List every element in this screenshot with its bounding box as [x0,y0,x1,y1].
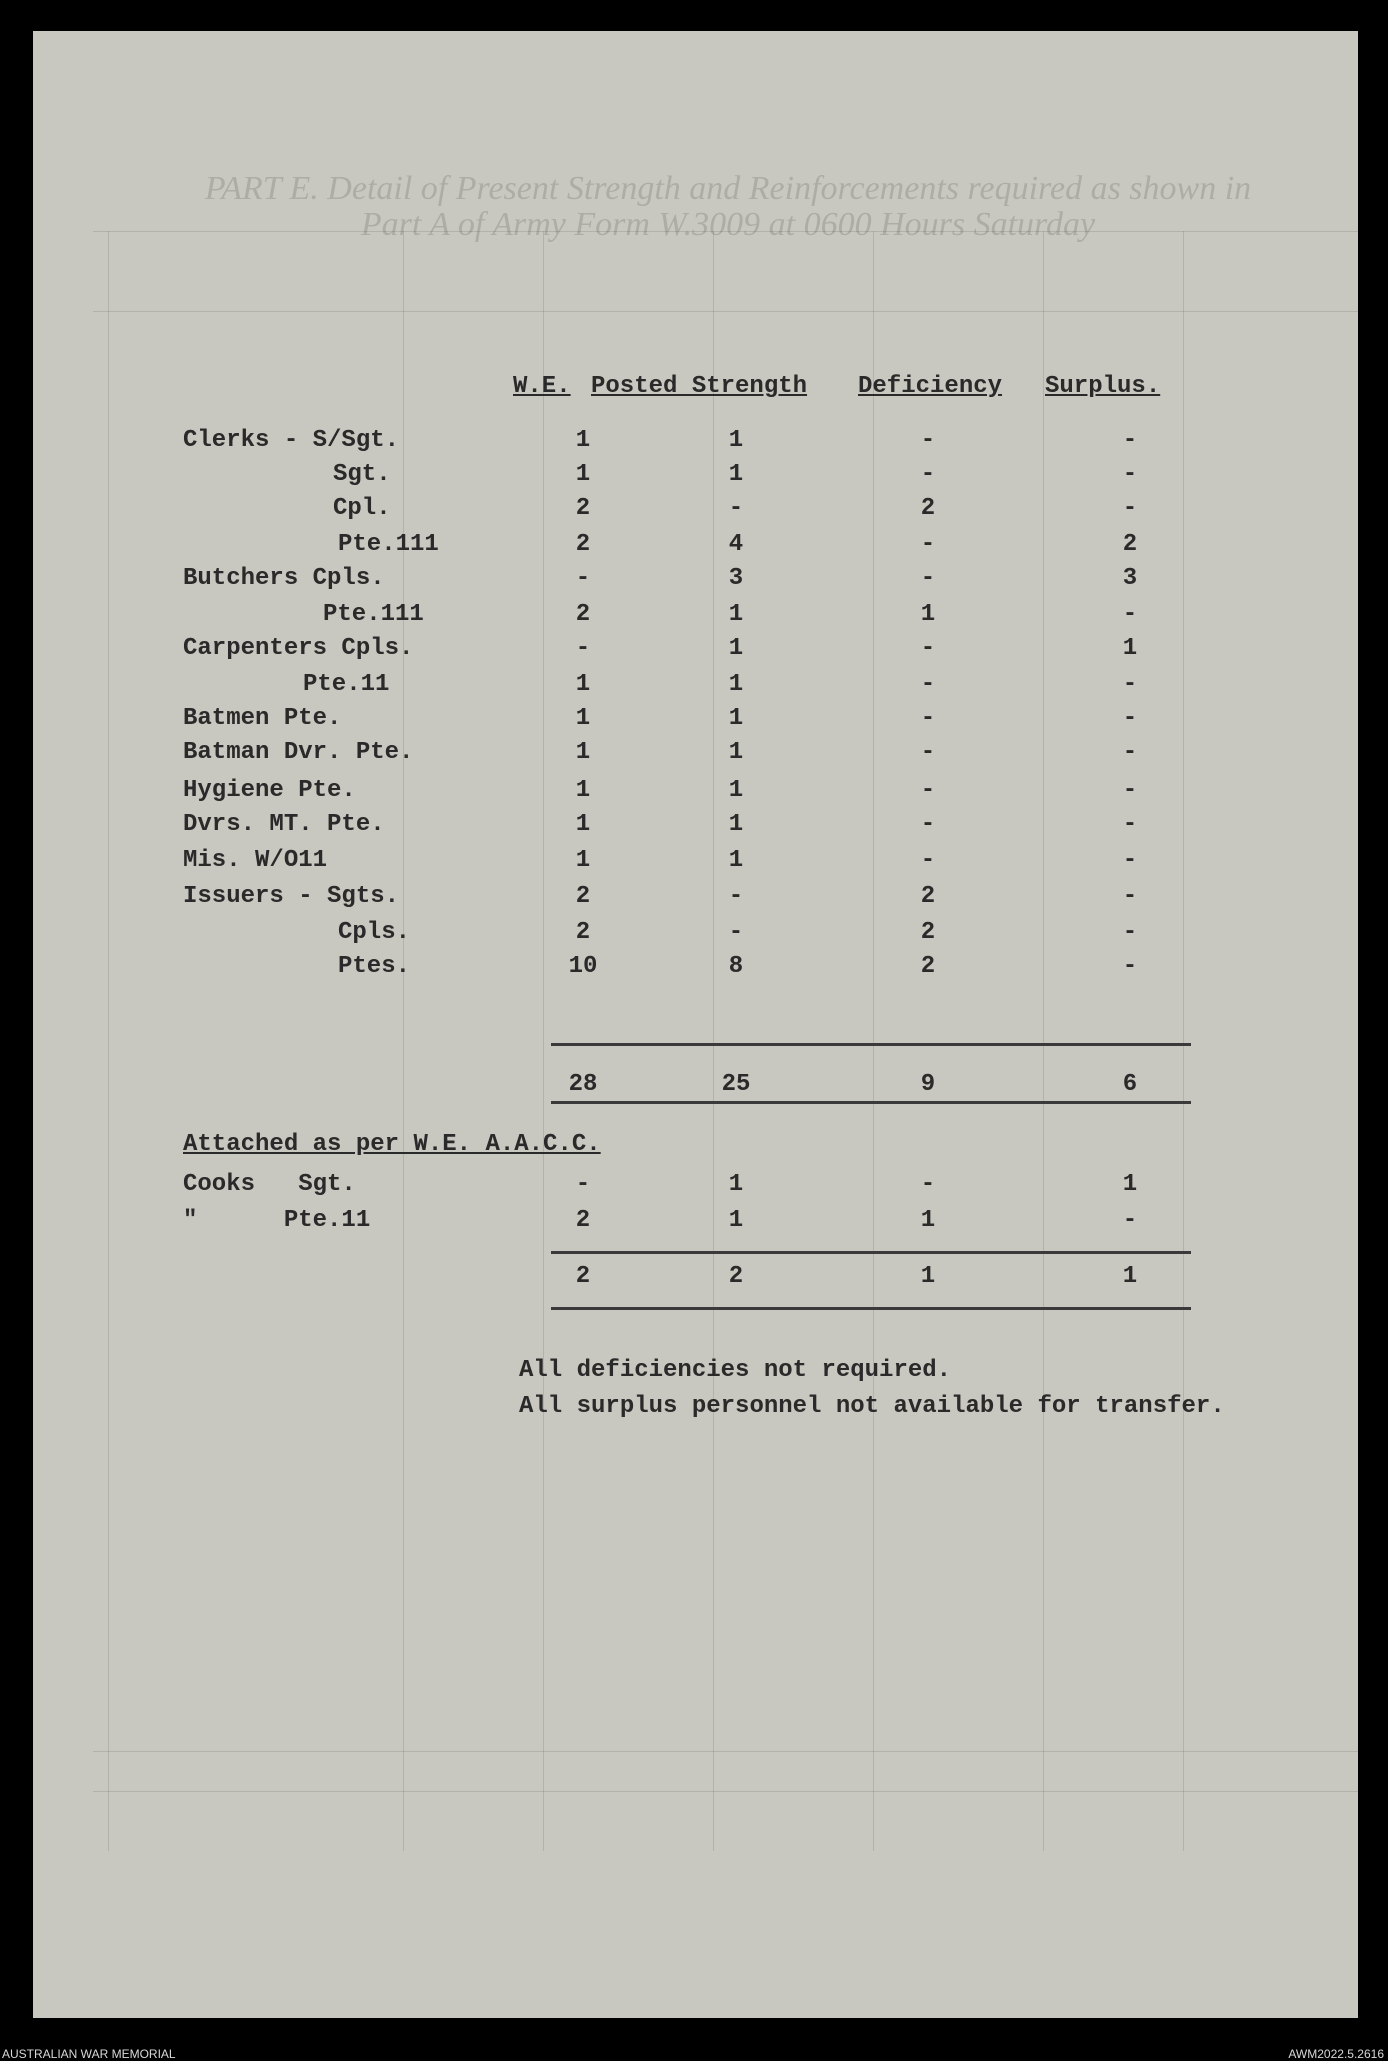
cell-we: 1 [575,777,591,804]
cell-deficiency: 2 [920,883,936,910]
form-grid-line [1183,231,1184,1851]
cell-posted: 1 [728,811,744,838]
row-label: Butchers Cpls. [183,565,385,592]
archive-reference: AWM2022.5.2616 [1288,2047,1384,2061]
form-part-line-2: Part A of Army Form W.3009 at 0600 Hours Saturday [360,205,1096,243]
cell-we: 1 [575,847,591,874]
cell-deficiency: 2 [920,953,936,980]
row-label: Clerks - S/Sgt. [183,427,400,454]
col-we-header: W.E. [513,373,571,400]
attached-total-posted: 2 [728,1263,744,1290]
attached-total-surplus: 1 [1122,1263,1138,1290]
cell-surplus: - [1122,705,1138,732]
row-label: Batmen Pte. [183,705,342,732]
col-surplus-header: Surplus. [1045,373,1161,400]
cell-we: 2 [575,495,591,522]
cell-surplus: - [1122,671,1138,698]
cell-deficiency: - [920,565,936,592]
attached-cell-surplus: - [1122,1207,1138,1234]
row-label: Carpenters Cpls. [183,635,414,662]
row-label: Hygiene Pte. [183,777,356,804]
cell-surplus: - [1122,811,1138,838]
attached-total-rule [551,1251,1191,1254]
cell-we: 1 [575,671,591,698]
cell-posted: 1 [728,671,744,698]
cell-deficiency: - [920,531,936,558]
row-label: Pte.11 [303,671,390,698]
form-grid-line [873,231,874,1851]
total-rule [551,1043,1191,1046]
cell-surplus: - [1122,777,1138,804]
cell-posted: 1 [728,461,744,488]
cell-posted: - [728,919,744,946]
form-part-line-1: PART E. Detail of Present Strength and Reinforcements required as shown in [204,170,1252,207]
row-label: Batman Dvr. Pte. [183,739,414,766]
cell-deficiency: 2 [920,495,936,522]
cell-deficiency: - [920,635,936,662]
cell-surplus: - [1122,601,1138,628]
cell-surplus: - [1122,461,1138,488]
cell-we: - [575,565,591,592]
cell-posted: 1 [728,777,744,804]
cell-we: 1 [575,739,591,766]
cell-posted: 1 [728,739,744,766]
cell-we: 2 [575,601,591,628]
cell-posted: 4 [728,531,744,558]
cell-posted: - [728,495,744,522]
form-grid-line [1043,231,1044,1851]
cell-posted: 1 [728,635,744,662]
cell-we: 1 [575,811,591,838]
cell-we: 2 [575,919,591,946]
cell-deficiency: - [920,671,936,698]
cell-surplus: - [1122,847,1138,874]
row-label: Dvrs. MT. Pte. [183,811,385,838]
cell-we: 1 [575,705,591,732]
row-label: Ptes. [338,953,411,980]
cell-deficiency: 1 [920,601,936,628]
cell-surplus: - [1122,495,1138,522]
form-grid-line [93,1791,1358,1792]
cell-posted: 1 [728,427,744,454]
cell-posted: 3 [728,565,744,592]
attached-row-label: " Pte.11 [183,1207,371,1234]
attached-heading: Attached as per W.E. A.A.C.C. [183,1131,601,1158]
attached-cell-deficiency: 1 [920,1207,936,1234]
row-label: Sgt. [333,461,391,488]
row-label: Pte.111 [338,531,439,558]
total-deficiency: 9 [920,1071,936,1098]
row-label: Pte.111 [323,601,424,628]
cell-deficiency: - [920,427,936,454]
attached-cell-surplus: 1 [1122,1171,1138,1198]
attached-row-label: Cooks Sgt. [183,1171,356,1198]
cell-posted: 8 [728,953,744,980]
cell-posted: 1 [728,601,744,628]
cell-surplus: - [1122,919,1138,946]
cell-surplus: - [1122,883,1138,910]
cell-posted: - [728,883,744,910]
cell-we: 2 [575,883,591,910]
cell-deficiency: - [920,739,936,766]
row-label: Cpls. [338,919,411,946]
attached-total-we: 2 [575,1263,591,1290]
attached-total-deficiency: 1 [920,1263,936,1290]
cell-surplus: - [1122,953,1138,980]
row-label: Issuers - Sgts. [183,883,400,910]
cell-deficiency: - [920,705,936,732]
total-surplus: 6 [1122,1071,1138,1098]
attached-cell-we: 2 [575,1207,591,1234]
attached-cell-we: - [575,1171,591,1198]
form-grid-line [93,311,1358,312]
cell-we: 10 [568,953,598,980]
form-grid-line [108,231,109,1851]
cell-deficiency: - [920,811,936,838]
form-grid-line [543,231,544,1851]
cell-surplus: 1 [1122,635,1138,662]
form-grid-line [93,231,1358,232]
cell-we: 1 [575,461,591,488]
total-posted: 25 [721,1071,751,1098]
total-rule [551,1101,1191,1104]
cell-we: 1 [575,427,591,454]
note-deficiencies: All deficiencies not required. [519,1357,952,1384]
cell-deficiency: - [920,461,936,488]
attached-cell-posted: 1 [728,1171,744,1198]
total-we: 28 [568,1071,598,1098]
cell-surplus: 3 [1122,565,1138,592]
row-label: Mis. W/O11 [183,847,328,874]
cell-surplus: - [1122,739,1138,766]
cell-we: 2 [575,531,591,558]
col-posted-header: Posted Strength [591,373,808,400]
cell-posted: 1 [728,847,744,874]
cell-we: - [575,635,591,662]
archive-caption: AUSTRALIAN WAR MEMORIAL [2,2047,176,2061]
cell-deficiency: - [920,777,936,804]
cell-surplus: 2 [1122,531,1138,558]
note-surplus: All surplus personnel not available for transfer. [519,1393,1225,1420]
cell-surplus: - [1122,427,1138,454]
attached-cell-deficiency: - [920,1171,936,1198]
cell-deficiency: 2 [920,919,936,946]
col-deficiency-header: Deficiency [858,373,1003,400]
cell-posted: 1 [728,705,744,732]
cell-deficiency: - [920,847,936,874]
attached-cell-posted: 1 [728,1207,744,1234]
form-grid-line [93,1751,1358,1752]
form-grid-line [403,231,404,1851]
row-label: Cpl. [333,495,391,522]
document-page [33,31,1358,2018]
attached-total-rule [551,1307,1191,1310]
